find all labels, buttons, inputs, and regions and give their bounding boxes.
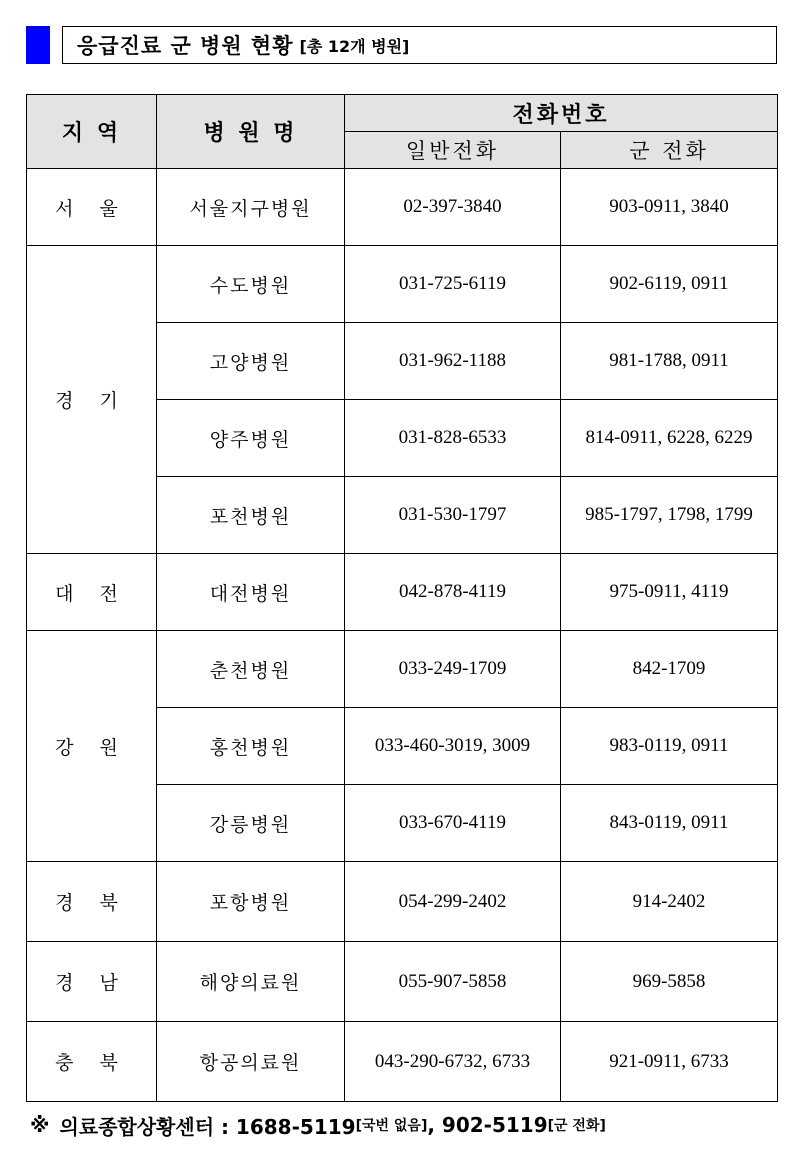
hospital-table <box>26 94 778 1102</box>
table-row <box>27 942 778 1022</box>
military-phone-cell: 981-1788, 0911 <box>561 323 778 400</box>
general-phone-cell: 031-725-6119 <box>345 246 561 323</box>
table-row <box>27 169 778 246</box>
header-military-phone: 군 전화 <box>561 132 778 169</box>
reference-mark: ※ <box>30 1113 50 1137</box>
table-row <box>27 631 778 708</box>
general-phone-cell: 02-397-3840 <box>345 169 561 246</box>
general-phone-cell: 033-460-3019, 3009 <box>345 708 561 785</box>
footer-center-label: 의료종합상황센터 : 1688-5119 <box>59 1114 356 1139</box>
region-cell: 경 남 <box>27 942 157 1022</box>
hospital-name-cell: 수도병원 <box>157 246 345 323</box>
table-body <box>27 169 778 1102</box>
footer-contact <box>30 1110 790 1140</box>
footer-note-military: [군 전화] <box>547 1118 606 1134</box>
page-subtitle: [총 12개 병원] <box>299 36 410 56</box>
general-phone-cell: 033-670-4119 <box>345 785 561 862</box>
general-phone-cell: 033-249-1709 <box>345 631 561 708</box>
table-header <box>27 95 778 169</box>
hospital-name-cell: 고양병원 <box>157 323 345 400</box>
title-accent-bar <box>26 26 50 64</box>
hospital-name-cell: 포천병원 <box>157 477 345 554</box>
military-phone-cell: 969-5858 <box>561 942 778 1022</box>
general-phone-cell: 055-907-5858 <box>345 942 561 1022</box>
title-box <box>62 26 777 64</box>
header-phone-group: 전화번호 <box>345 95 778 132</box>
general-phone-cell: 031-828-6533 <box>345 400 561 477</box>
hospital-name-cell: 포항병원 <box>157 862 345 942</box>
region-cell: 대 전 <box>27 554 157 631</box>
hospital-name-cell: 서울지구병원 <box>157 169 345 246</box>
general-phone-cell: 054-299-2402 <box>345 862 561 942</box>
title-block <box>26 26 777 64</box>
general-phone-cell: 031-962-1188 <box>345 323 561 400</box>
page-title: 응급진료 군 병원 현황 <box>77 34 294 58</box>
table-row <box>27 554 778 631</box>
general-phone-cell: 031-530-1797 <box>345 477 561 554</box>
region-cell: 충 북 <box>27 1022 157 1102</box>
hospital-name-cell: 홍천병원 <box>157 708 345 785</box>
region-cell: 경 기 <box>27 246 157 554</box>
general-phone-cell: 042-878-4119 <box>345 554 561 631</box>
header-general-phone: 일반전화 <box>345 132 561 169</box>
military-phone-cell: 914-2402 <box>561 862 778 942</box>
footer-military-number: , 902-5119 <box>427 1113 548 1137</box>
region-cell: 강 원 <box>27 631 157 862</box>
military-phone-cell: 843-0119, 0911 <box>561 785 778 862</box>
hospital-name-cell: 강릉병원 <box>157 785 345 862</box>
military-phone-cell: 983-0119, 0911 <box>561 708 778 785</box>
hospital-name-cell: 항공의료원 <box>157 1022 345 1102</box>
header-region: 지 역 <box>27 95 157 169</box>
military-phone-cell: 985-1797, 1798, 1799 <box>561 477 778 554</box>
general-phone-cell: 043-290-6732, 6733 <box>345 1022 561 1102</box>
region-cell: 서 울 <box>27 169 157 246</box>
military-phone-cell: 903-0911, 3840 <box>561 169 778 246</box>
hospital-name-cell: 춘천병원 <box>157 631 345 708</box>
military-phone-cell: 814-0911, 6228, 6229 <box>561 400 778 477</box>
table-row <box>27 1022 778 1102</box>
military-phone-cell: 975-0911, 4119 <box>561 554 778 631</box>
military-phone-cell: 921-0911, 6733 <box>561 1022 778 1102</box>
table-row <box>27 246 778 323</box>
region-cell: 경 북 <box>27 862 157 942</box>
military-phone-cell: 902-6119, 0911 <box>561 246 778 323</box>
table-row <box>27 862 778 942</box>
footer-note-no-area-code: [국번 없음] <box>355 1118 428 1134</box>
header-hospital-name: 병 원 명 <box>157 95 345 169</box>
hospital-name-cell: 대전병원 <box>157 554 345 631</box>
military-phone-cell: 842-1709 <box>561 631 778 708</box>
hospital-name-cell: 해양의료원 <box>157 942 345 1022</box>
hospital-name-cell: 양주병원 <box>157 400 345 477</box>
